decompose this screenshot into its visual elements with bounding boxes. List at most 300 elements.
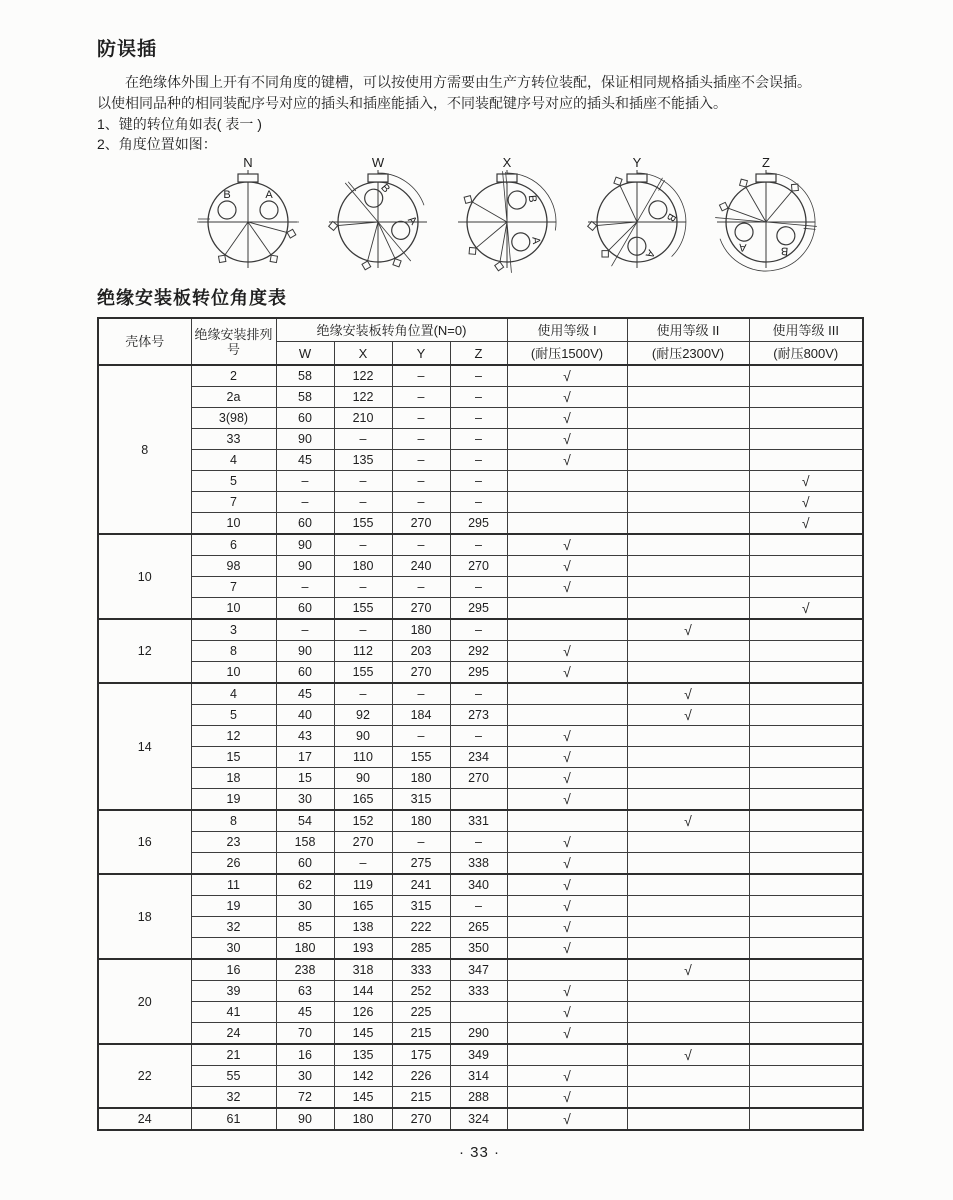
shell-number-cell: 16 bbox=[98, 810, 191, 874]
series-cell: 16 bbox=[191, 959, 276, 981]
table-row bbox=[98, 981, 863, 1002]
angle-z-cell: 270 bbox=[450, 556, 507, 577]
angle-y-cell: 203 bbox=[392, 641, 450, 662]
col-header-shell: 壳体号 bbox=[98, 318, 191, 365]
grade3-check-cell bbox=[749, 917, 863, 938]
grade2-check-cell bbox=[627, 853, 749, 875]
grade2-check-cell bbox=[627, 1087, 749, 1109]
grade3-check-cell bbox=[749, 577, 863, 598]
angle-x-cell: 318 bbox=[334, 959, 392, 981]
angle-z-cell: – bbox=[450, 577, 507, 598]
grade3-check-cell bbox=[749, 981, 863, 1002]
svg-text:A: A bbox=[529, 236, 543, 245]
angle-y-cell: 270 bbox=[392, 513, 450, 535]
grade3-check-cell bbox=[749, 1066, 863, 1087]
table-row bbox=[98, 1002, 863, 1023]
grade1-check-cell: √ bbox=[507, 387, 627, 408]
table-row bbox=[98, 917, 863, 938]
grade1-check-cell: √ bbox=[507, 1023, 627, 1045]
series-cell: 30 bbox=[191, 938, 276, 960]
angle-w-cell: 60 bbox=[276, 513, 334, 535]
grade1-check-cell: √ bbox=[507, 1066, 627, 1087]
grade3-check-cell bbox=[749, 853, 863, 875]
col-header-y: Y bbox=[392, 342, 450, 366]
grade1-check-cell: √ bbox=[507, 365, 627, 387]
grade1-check-cell: √ bbox=[507, 577, 627, 598]
angle-w-cell: 72 bbox=[276, 1087, 334, 1109]
series-cell: 4 bbox=[191, 450, 276, 471]
series-cell: 19 bbox=[191, 896, 276, 917]
angle-z-cell: 288 bbox=[450, 1087, 507, 1109]
angle-z-cell: – bbox=[450, 896, 507, 917]
grade1-check-cell: √ bbox=[507, 768, 627, 789]
angle-y-cell: 270 bbox=[392, 662, 450, 684]
angle-w-cell: – bbox=[276, 577, 334, 598]
grade1-check-cell: √ bbox=[507, 556, 627, 577]
angle-y-cell: 215 bbox=[392, 1087, 450, 1109]
angle-x-cell: 165 bbox=[334, 789, 392, 811]
angle-x-cell: 90 bbox=[334, 726, 392, 747]
angle-z-cell: – bbox=[450, 471, 507, 492]
grade1-check-cell bbox=[507, 810, 627, 832]
angle-x-cell: – bbox=[334, 853, 392, 875]
grade3-check-cell bbox=[749, 768, 863, 789]
svg-text:A: A bbox=[738, 240, 747, 254]
angle-z-cell: – bbox=[450, 619, 507, 641]
grade3-check-cell bbox=[749, 789, 863, 811]
grade1-check-cell: √ bbox=[507, 1108, 627, 1130]
paragraph-line-2: 以使相同品种的相同装配序号对应的插头和插座能插入，不同装配键序号对应的插头和插座不能插入。 bbox=[97, 95, 727, 111]
table-row bbox=[98, 513, 863, 535]
paragraph-line-1: 在绝缘体外围上开有不同角度的键槽，可以按使用方需要由生产方转位装配，保证相同规格插头插座不会误插。 bbox=[125, 74, 811, 90]
angle-z-cell: – bbox=[450, 726, 507, 747]
series-cell: 32 bbox=[191, 917, 276, 938]
grade1-check-cell bbox=[507, 513, 627, 535]
angle-x-cell: – bbox=[334, 619, 392, 641]
series-cell: 15 bbox=[191, 747, 276, 768]
col-header-w: W bbox=[276, 342, 334, 366]
angle-y-cell: 180 bbox=[392, 810, 450, 832]
series-cell: 7 bbox=[191, 577, 276, 598]
col-header-position-group: 绝缘安装板转角位置(N=0) bbox=[276, 318, 507, 342]
grade2-check-cell bbox=[627, 534, 749, 556]
angle-z-cell: – bbox=[450, 429, 507, 450]
svg-text:Z: Z bbox=[762, 156, 770, 170]
grade2-check-cell bbox=[627, 1066, 749, 1087]
grade1-check-cell: √ bbox=[507, 534, 627, 556]
grade1-check-cell: √ bbox=[507, 450, 627, 471]
series-cell: 24 bbox=[191, 1023, 276, 1045]
col-header-grade2-voltage: (耐压2300V) bbox=[627, 342, 749, 366]
angle-x-cell: – bbox=[334, 683, 392, 705]
angle-x-cell: 145 bbox=[334, 1023, 392, 1045]
grade3-check-cell bbox=[749, 874, 863, 896]
angle-w-cell: 54 bbox=[276, 810, 334, 832]
svg-text:B: B bbox=[223, 189, 231, 201]
grade2-check-cell bbox=[627, 768, 749, 789]
grade3-check-cell bbox=[749, 683, 863, 705]
grade2-check-cell bbox=[627, 662, 749, 684]
angle-x-cell: 110 bbox=[334, 747, 392, 768]
page-number: · 33 · bbox=[458, 1144, 500, 1161]
series-cell: 5 bbox=[191, 705, 276, 726]
angle-z-cell: 333 bbox=[450, 981, 507, 1002]
table-row bbox=[98, 874, 863, 896]
angle-z-cell: – bbox=[450, 408, 507, 429]
angle-z-cell: 338 bbox=[450, 853, 507, 875]
grade2-check-cell bbox=[627, 896, 749, 917]
angle-y-cell: – bbox=[392, 408, 450, 429]
angle-y-cell: 275 bbox=[392, 853, 450, 875]
grade2-check-cell bbox=[627, 387, 749, 408]
angle-z-cell: 265 bbox=[450, 917, 507, 938]
shell-number-cell: 10 bbox=[98, 534, 191, 619]
angle-x-cell: 90 bbox=[334, 768, 392, 789]
angle-z-cell: 234 bbox=[450, 747, 507, 768]
angle-table-body bbox=[98, 365, 863, 1130]
angle-z-cell: 292 bbox=[450, 641, 507, 662]
angle-y-cell: 333 bbox=[392, 959, 450, 981]
grade3-check-cell bbox=[749, 1023, 863, 1045]
grade2-check-cell bbox=[627, 471, 749, 492]
angle-y-cell: 184 bbox=[392, 705, 450, 726]
table-row bbox=[98, 492, 863, 513]
angle-x-cell: 155 bbox=[334, 513, 392, 535]
angle-y-cell: – bbox=[392, 832, 450, 853]
angle-y-cell: 180 bbox=[392, 768, 450, 789]
grade2-check-cell bbox=[627, 577, 749, 598]
table-row bbox=[98, 471, 863, 492]
series-cell: 10 bbox=[191, 598, 276, 620]
series-cell: 6 bbox=[191, 534, 276, 556]
col-header-grade1-voltage: (耐压1500V) bbox=[507, 342, 627, 366]
angle-x-cell: 155 bbox=[334, 598, 392, 620]
angle-x-cell: – bbox=[334, 429, 392, 450]
angle-z-cell: 349 bbox=[450, 1044, 507, 1066]
table-row bbox=[98, 598, 863, 620]
angle-z-cell: 273 bbox=[450, 705, 507, 726]
grade3-check-cell bbox=[749, 450, 863, 471]
grade1-check-cell: √ bbox=[507, 938, 627, 960]
angle-y-cell: 241 bbox=[392, 874, 450, 896]
grade3-check-cell bbox=[749, 810, 863, 832]
angle-y-cell: – bbox=[392, 471, 450, 492]
angle-w-cell: 62 bbox=[276, 874, 334, 896]
series-cell: 11 bbox=[191, 874, 276, 896]
series-cell: 55 bbox=[191, 1066, 276, 1087]
series-cell: 10 bbox=[191, 662, 276, 684]
angle-w-cell: 58 bbox=[276, 365, 334, 387]
angle-z-cell: 295 bbox=[450, 662, 507, 684]
table-row bbox=[98, 365, 863, 387]
grade1-check-cell: √ bbox=[507, 429, 627, 450]
angle-y-cell: 270 bbox=[392, 1108, 450, 1130]
page-title: 防误插 bbox=[97, 39, 158, 60]
grade1-check-cell: √ bbox=[507, 896, 627, 917]
angle-w-cell: 45 bbox=[276, 450, 334, 471]
angle-x-cell: 180 bbox=[334, 1108, 392, 1130]
angle-y-cell: – bbox=[392, 492, 450, 513]
angle-y-cell: 226 bbox=[392, 1066, 450, 1087]
angle-w-cell: 45 bbox=[276, 1002, 334, 1023]
angle-y-cell: 215 bbox=[392, 1023, 450, 1045]
grade3-check-cell bbox=[749, 959, 863, 981]
angle-z-cell: – bbox=[450, 683, 507, 705]
grade3-check-cell: √ bbox=[749, 471, 863, 492]
svg-text:A: A bbox=[265, 189, 273, 201]
grade2-check-cell: √ bbox=[627, 810, 749, 832]
angle-w-cell: 180 bbox=[276, 938, 334, 960]
grade2-check-cell: √ bbox=[627, 959, 749, 981]
angle-w-cell: 85 bbox=[276, 917, 334, 938]
col-header-z: Z bbox=[450, 342, 507, 366]
grade1-check-cell: √ bbox=[507, 1002, 627, 1023]
grade2-check-cell: √ bbox=[627, 705, 749, 726]
table-row bbox=[98, 429, 863, 450]
angle-z-cell: 347 bbox=[450, 959, 507, 981]
table-row bbox=[98, 1023, 863, 1045]
table-row bbox=[98, 789, 863, 811]
svg-text:B: B bbox=[525, 194, 539, 203]
angle-y-cell: 222 bbox=[392, 917, 450, 938]
series-cell: 8 bbox=[191, 641, 276, 662]
grade1-check-cell: √ bbox=[507, 874, 627, 896]
table-row bbox=[98, 832, 863, 853]
grade3-check-cell bbox=[749, 1044, 863, 1066]
angle-x-cell: 165 bbox=[334, 896, 392, 917]
series-cell: 2a bbox=[191, 387, 276, 408]
angle-x-cell: 138 bbox=[334, 917, 392, 938]
angle-z-cell: 324 bbox=[450, 1108, 507, 1130]
table-row bbox=[98, 896, 863, 917]
grade1-check-cell: √ bbox=[507, 853, 627, 875]
rotation-diagram-n bbox=[189, 156, 307, 276]
angle-w-cell: 30 bbox=[276, 896, 334, 917]
series-cell: 39 bbox=[191, 981, 276, 1002]
grade2-check-cell bbox=[627, 450, 749, 471]
angle-x-cell: 155 bbox=[334, 662, 392, 684]
grade1-check-cell: √ bbox=[507, 917, 627, 938]
angle-w-cell: 60 bbox=[276, 853, 334, 875]
grade1-check-cell bbox=[507, 1044, 627, 1066]
angle-y-cell: – bbox=[392, 450, 450, 471]
grade2-check-cell bbox=[627, 917, 749, 938]
angle-x-cell: 270 bbox=[334, 832, 392, 853]
grade2-check-cell bbox=[627, 365, 749, 387]
grade2-check-cell bbox=[627, 556, 749, 577]
angle-x-cell: 144 bbox=[334, 981, 392, 1002]
angle-y-cell: 315 bbox=[392, 789, 450, 811]
col-header-grade3-voltage: (耐压800V) bbox=[749, 342, 863, 366]
header-row-1 bbox=[98, 318, 863, 342]
rotation-diagram-x bbox=[448, 156, 566, 276]
angle-z-cell: 350 bbox=[450, 938, 507, 960]
shell-number-cell: 22 bbox=[98, 1044, 191, 1108]
table-title: 绝缘安装板转位角度表 bbox=[97, 288, 287, 308]
angle-x-cell: 145 bbox=[334, 1087, 392, 1109]
angle-x-cell: 122 bbox=[334, 365, 392, 387]
grade3-check-cell bbox=[749, 534, 863, 556]
angle-z-cell: 314 bbox=[450, 1066, 507, 1087]
angle-x-cell: – bbox=[334, 534, 392, 556]
grade1-check-cell bbox=[507, 598, 627, 620]
angle-w-cell: 30 bbox=[276, 789, 334, 811]
table-row bbox=[98, 1066, 863, 1087]
angle-w-cell: 90 bbox=[276, 556, 334, 577]
table-row bbox=[98, 408, 863, 429]
angle-w-cell: 16 bbox=[276, 1044, 334, 1066]
col-header-series: 绝缘安装排列号 bbox=[191, 318, 276, 365]
grade2-check-cell bbox=[627, 938, 749, 960]
grade3-check-cell bbox=[749, 1087, 863, 1109]
series-cell: 26 bbox=[191, 853, 276, 875]
shell-number-cell: 18 bbox=[98, 874, 191, 959]
rotation-diagram-y bbox=[578, 156, 696, 276]
angle-y-cell: – bbox=[392, 365, 450, 387]
grade1-check-cell: √ bbox=[507, 832, 627, 853]
shell-number-cell: 20 bbox=[98, 959, 191, 1044]
grade3-check-cell bbox=[749, 705, 863, 726]
grade1-check-cell: √ bbox=[507, 789, 627, 811]
angle-x-cell: – bbox=[334, 492, 392, 513]
grade2-check-cell bbox=[627, 789, 749, 811]
col-header-x: X bbox=[334, 342, 392, 366]
series-cell: 4 bbox=[191, 683, 276, 705]
svg-text:B: B bbox=[780, 244, 789, 258]
angle-z-cell: 270 bbox=[450, 768, 507, 789]
grade1-check-cell: √ bbox=[507, 747, 627, 768]
list-item-1: 1、键的转位角如表( 表一 ) bbox=[97, 116, 262, 132]
grade1-check-cell: √ bbox=[507, 726, 627, 747]
table-row bbox=[98, 1108, 863, 1130]
col-header-grade1: 使用等级 I bbox=[507, 318, 627, 342]
angle-y-cell: – bbox=[392, 387, 450, 408]
angle-y-cell: 225 bbox=[392, 1002, 450, 1023]
angle-w-cell: 90 bbox=[276, 534, 334, 556]
angle-z-cell: 295 bbox=[450, 513, 507, 535]
angle-z-cell: – bbox=[450, 387, 507, 408]
grade1-check-cell: √ bbox=[507, 981, 627, 1002]
grade1-check-cell: √ bbox=[507, 1087, 627, 1109]
grade1-check-cell: √ bbox=[507, 641, 627, 662]
series-cell: 8 bbox=[191, 810, 276, 832]
angle-x-cell: 180 bbox=[334, 556, 392, 577]
angle-x-cell: 112 bbox=[334, 641, 392, 662]
series-cell: 32 bbox=[191, 1087, 276, 1109]
angle-y-cell: 252 bbox=[392, 981, 450, 1002]
angle-z-cell: – bbox=[450, 534, 507, 556]
table-row bbox=[98, 810, 863, 832]
table-row bbox=[98, 726, 863, 747]
angle-w-cell: 17 bbox=[276, 747, 334, 768]
angle-x-cell: – bbox=[334, 577, 392, 598]
angle-w-cell: – bbox=[276, 471, 334, 492]
grade3-check-cell: √ bbox=[749, 513, 863, 535]
angle-x-cell: 193 bbox=[334, 938, 392, 960]
table-row bbox=[98, 1044, 863, 1066]
grade1-check-cell bbox=[507, 959, 627, 981]
shell-number-cell: 14 bbox=[98, 683, 191, 810]
angle-w-cell: 90 bbox=[276, 1108, 334, 1130]
series-cell: 41 bbox=[191, 1002, 276, 1023]
angle-y-cell: – bbox=[392, 429, 450, 450]
grade3-check-cell bbox=[749, 832, 863, 853]
series-cell: 61 bbox=[191, 1108, 276, 1130]
angle-z-cell: 331 bbox=[450, 810, 507, 832]
grade2-check-cell bbox=[627, 832, 749, 853]
shell-number-cell: 12 bbox=[98, 619, 191, 683]
angle-y-cell: 315 bbox=[392, 896, 450, 917]
series-cell: 3(98) bbox=[191, 408, 276, 429]
angle-z-cell bbox=[450, 789, 507, 811]
table-row bbox=[98, 556, 863, 577]
rotation-diagram-z bbox=[707, 156, 825, 276]
grade3-check-cell bbox=[749, 387, 863, 408]
grade3-check-cell bbox=[749, 556, 863, 577]
angle-y-cell: – bbox=[392, 683, 450, 705]
angle-z-cell: 290 bbox=[450, 1023, 507, 1045]
grade3-check-cell bbox=[749, 747, 863, 768]
series-cell: 7 bbox=[191, 492, 276, 513]
angle-x-cell: 122 bbox=[334, 387, 392, 408]
grade3-check-cell bbox=[749, 408, 863, 429]
angle-w-cell: 60 bbox=[276, 598, 334, 620]
table-row bbox=[98, 387, 863, 408]
angle-y-cell: 270 bbox=[392, 598, 450, 620]
svg-text:B: B bbox=[377, 181, 392, 196]
table-row bbox=[98, 768, 863, 789]
grade2-check-cell: √ bbox=[627, 619, 749, 641]
table-row bbox=[98, 662, 863, 684]
series-cell: 18 bbox=[191, 768, 276, 789]
angle-w-cell: 45 bbox=[276, 683, 334, 705]
grade2-check-cell bbox=[627, 429, 749, 450]
angle-z-cell bbox=[450, 1002, 507, 1023]
shell-number-cell: 24 bbox=[98, 1108, 191, 1130]
angle-w-cell: 63 bbox=[276, 981, 334, 1002]
table-row bbox=[98, 959, 863, 981]
grade2-check-cell bbox=[627, 1023, 749, 1045]
table-row bbox=[98, 1087, 863, 1109]
angle-z-cell: – bbox=[450, 365, 507, 387]
grade2-check-cell bbox=[627, 1108, 749, 1130]
grade3-check-cell bbox=[749, 1002, 863, 1023]
angle-y-cell: 175 bbox=[392, 1044, 450, 1066]
grade3-check-cell bbox=[749, 365, 863, 387]
angle-x-cell: 119 bbox=[334, 874, 392, 896]
angle-table bbox=[97, 317, 864, 1131]
angle-y-cell: – bbox=[392, 534, 450, 556]
series-cell: 23 bbox=[191, 832, 276, 853]
grade3-check-cell bbox=[749, 641, 863, 662]
angle-x-cell: 142 bbox=[334, 1066, 392, 1087]
grade1-check-cell bbox=[507, 683, 627, 705]
svg-text:W: W bbox=[371, 156, 384, 170]
series-cell: 21 bbox=[191, 1044, 276, 1066]
grade3-check-cell bbox=[749, 662, 863, 684]
grade2-check-cell bbox=[627, 1002, 749, 1023]
angle-w-cell: – bbox=[276, 619, 334, 641]
angle-x-cell: 135 bbox=[334, 1044, 392, 1066]
table-row bbox=[98, 683, 863, 705]
angle-w-cell: 60 bbox=[276, 662, 334, 684]
grade3-check-cell bbox=[749, 429, 863, 450]
grade3-check-cell bbox=[749, 1108, 863, 1130]
grade3-check-cell bbox=[749, 938, 863, 960]
grade1-check-cell bbox=[507, 705, 627, 726]
table-row bbox=[98, 938, 863, 960]
svg-text:B: B bbox=[663, 211, 678, 224]
